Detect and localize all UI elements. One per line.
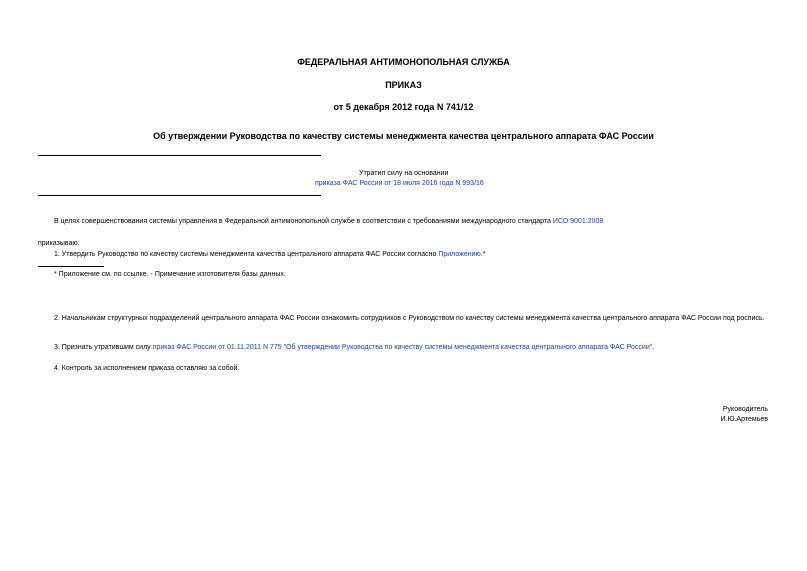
item-3-text: 3. Признать утратившим силу: [54, 344, 153, 351]
signature-position: Руководитель: [722, 406, 768, 413]
intro-text: В целях совершенствования системы управления в Федеральной антимонопольной службе в соответствии с требованиями международного стандарта: [54, 218, 553, 225]
order-word: приказываю:: [38, 240, 80, 247]
repealed-order-title-link[interactable]: "Об утверждении Руководства по качеству системы менеджмента качества центрального аппарата ФАС России": [283, 344, 653, 351]
item-3-end: .: [652, 344, 655, 351]
signature-name: И.Ю.Артемьев: [720, 416, 768, 423]
intro-paragraph: [54, 218, 603, 225]
item-1-text: 1. Утвердить Руководство по качеству системы менеджмента качества центрального аппарата ФАС России согласно: [54, 251, 439, 258]
footnote-mark: .*: [480, 251, 486, 258]
repealed-order-link[interactable]: приказ ФАС России от 01.11.2011 N 775: [152, 344, 282, 351]
footnote-text: * Приложение см. по ссылке. - Примечание изготовителя базы данных.: [54, 271, 286, 278]
item-4: 4. Контроль за исполнением приказа оставляю за собой.: [54, 365, 240, 372]
item-2: 2. Начальникам структурных подразделений центрального аппарата ФАС России ознакомить сотрудников с Руководством по качеству системы менеджмента качества центрального аппарата ФАС России под роспись.: [54, 315, 765, 322]
item-3: [54, 344, 654, 351]
item-1: [54, 251, 485, 258]
document-title: Об утверждении Руководства по качеству системы менеджмента качества центрального аппарата ФАС России: [153, 131, 654, 141]
document-type: ПРИКАЗ: [385, 80, 422, 90]
footnote-divider: [38, 266, 104, 267]
agency-name: ФЕДЕРАЛЬНАЯ АНТИМОНОПОЛЬНАЯ СЛУЖБА: [297, 57, 510, 67]
repeal-order-link[interactable]: приказа ФАС России от 18 июля 2016 года N 993/16: [315, 180, 484, 187]
appendix-link[interactable]: Приложению: [438, 251, 481, 258]
repeal-note-text: Утратил силу на основании: [359, 170, 449, 177]
document-date-number: от 5 декабря 2012 года N 741/12: [333, 102, 474, 112]
divider-bottom: [38, 195, 321, 196]
iso-standard-link[interactable]: ИСО 9001:2008: [552, 218, 604, 225]
divider-top: [38, 155, 321, 156]
